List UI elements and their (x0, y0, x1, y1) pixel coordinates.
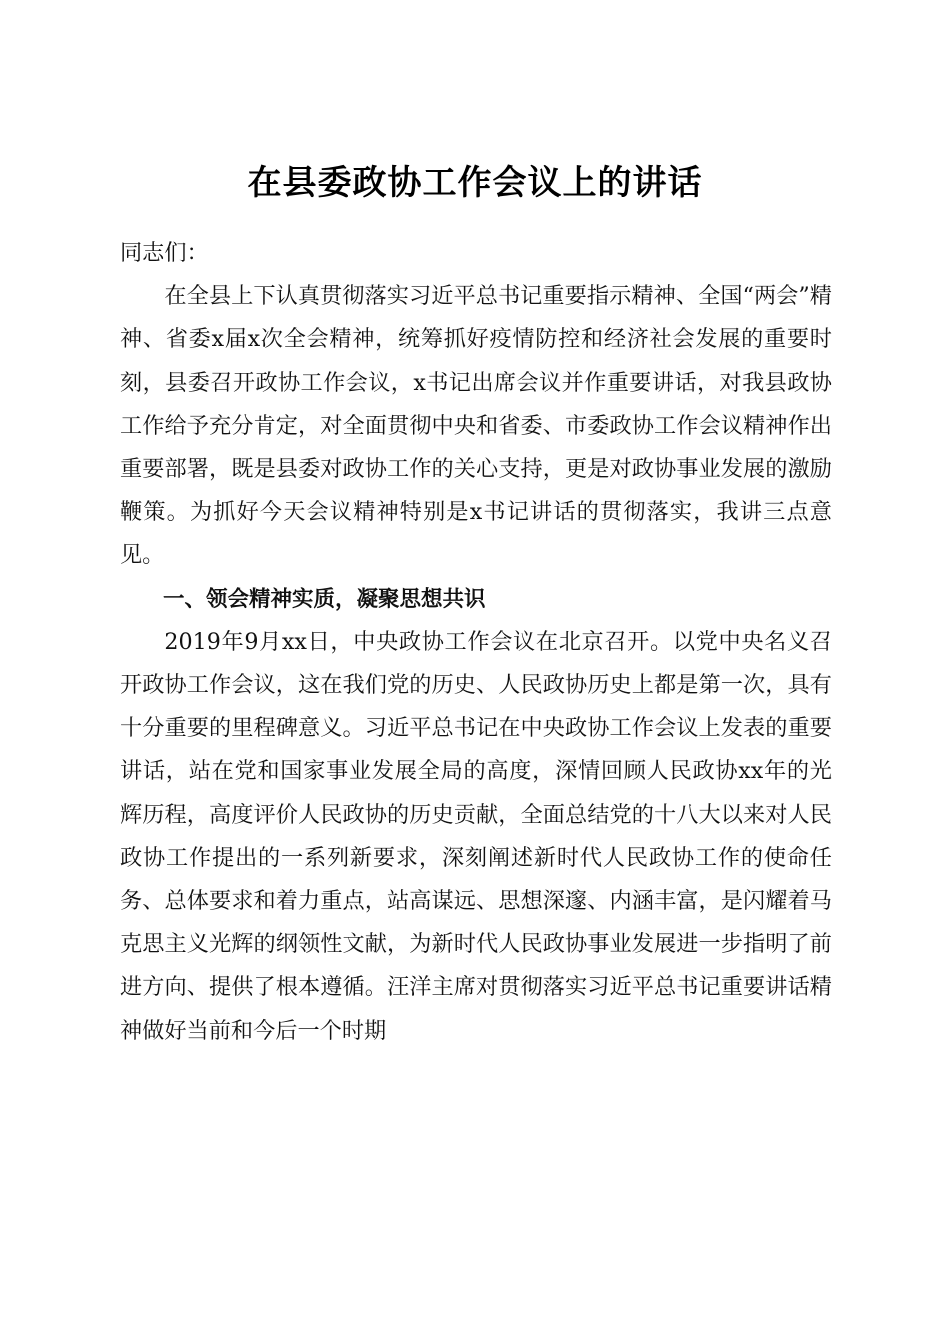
document-body (120, 232, 832, 1053)
section-paragraph: 2019年9月xx日，中央政协工作会议在北京召开。以党中央名义召开政协工作会议，这在我们党的历史、人民政协历史上都是第一次，具有十分重要的里程碑意义。习近平总书记在中央政协工作会议上发表的重要讲话，站在党和国家事业发展全局的高度，深情回顾人民政协xx年的光辉历程，高度评价人民政协的历史贡献，全面总结党的十八大以来对人民政协工作提出的一系列新要求，深刻阐述新时代人民政协工作的使命任务、总体要求和着力重点，站高谋远、思想深邃、内涵丰富，是闪耀着马克思主义光辉的纲领性文献，为新时代人民政协事业发展进一步指明了前进方向、提供了根本遵循。汪洋主席对贯彻落实习近平总书记重要讲话精神做好当前和今后一个时期 (120, 628, 832, 1044)
section-heading: 一、领会精神实质，凝聚思想共识 (163, 586, 486, 612)
salutation: 同志们： (120, 240, 209, 266)
document-title: 在县委政协工作会议上的讲话 (247, 162, 703, 203)
intro-paragraph: 在全县上下认真贯彻落实习近平总书记重要指示精神、全国“两会”精神、省委x届x次全会精神，统筹抓好疫情防控和经济社会发展的重要时刻，县委召开政协工作会议，x书记出席会议并作重要讲话，对我县政协工作给予充分肯定，对全面贯彻中央和省委、市委政协工作会议精神作出重要部署，既是县委对政协工作的关心支持，更是对政协事业发展的激励鞭策。为抓好今天会议精神特别是x书记讲话的贯彻落实，我讲三点意见。 (120, 283, 832, 569)
